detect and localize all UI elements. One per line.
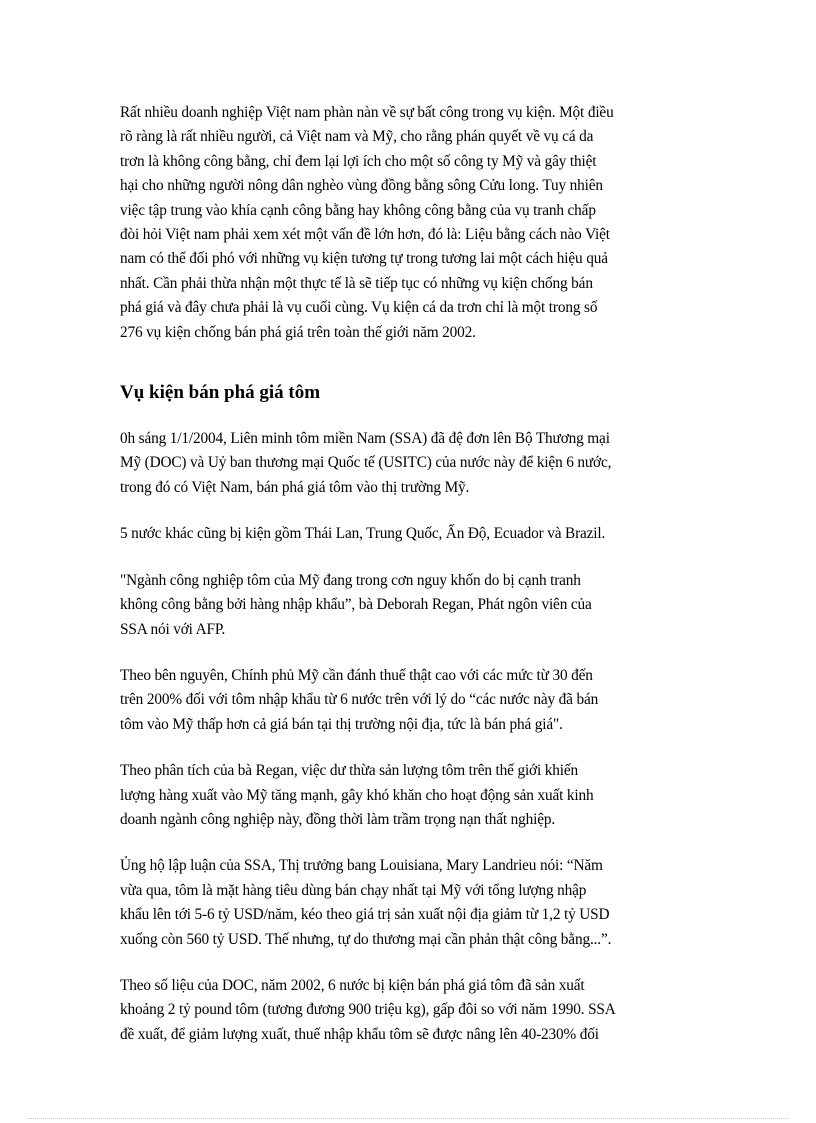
text-line: trơn là không công bằng, chỉ đem lại lợi ích cho một số công ty Mỹ và gây thiệt	[120, 152, 597, 170]
paragraph-countries	[120, 522, 700, 546]
spacer	[120, 642, 700, 664]
text-line: "Ngành công nghiệp tôm của Mỹ đang trong cơn nguy khốn do bị cạnh tranh	[120, 571, 581, 589]
text-line: 5 nước khác cũng bị kiện gồm Thái Lan, Trung Quốc, Ấn Độ, Ecuador và Brazil.	[120, 525, 606, 543]
text-line: doanh ngành công nghiệp này, đồng thời làm trầm trọng nạn thất nghiệp.	[120, 810, 556, 828]
document-body	[120, 101, 700, 1047]
spacer	[120, 345, 700, 381]
spacer	[120, 952, 700, 974]
text-line: Ủng hộ lập luận của SSA, Thị trưởng bang Louisiana, Mary Landrieu nói: “Năm	[120, 857, 603, 875]
text-line: Theo số liệu của DOC, năm 2002, 6 nước bị kiện bán phá giá tôm đã sản xuất	[120, 976, 585, 994]
spacer	[120, 737, 700, 759]
spacer	[120, 832, 700, 854]
text-line: 0h sáng 1/1/2004, Liên minh tôm miền Nam (SSA) đã đệ đơn lên Bộ Thương mại	[120, 430, 610, 448]
text-line: Rất nhiều doanh nghiệp Việt nam phàn nàn về sự bất công trong vụ kiện. Một điều	[120, 104, 614, 121]
paragraph-landrieu	[120, 854, 700, 952]
text-line: khẩu lên tới 5-6 tỷ USD/năm, kéo theo giá trị sản xuất nội địa giảm từ 1,2 tỷ USD	[120, 906, 610, 924]
text-line: tôm vào Mỹ thấp hơn cả giá bán tại thị trường nội địa, tức là bán phá giá".	[120, 715, 563, 733]
text-line: Theo phân tích của bà Regan, việc dư thừa sản lượng tôm trên thế giới khiến	[120, 762, 578, 780]
text-line: 276 vụ kiện chống bán phá giá trên toàn thế giới năm 2002.	[120, 323, 476, 341]
paragraph-doc-statistics	[120, 974, 700, 1047]
text-line: đòi hỏi Việt nam phải xem xét một vấn đề lớn hơn, đó là: Liệu bằng cách nào Việt	[120, 226, 610, 244]
text-line: rõ ràng là rất nhiều người, cả Việt nam và Mỹ, cho rằng phán quyết về vụ cá da	[120, 128, 594, 146]
text-line: lượng hàng xuất vào Mỹ tăng mạnh, gây khó khăn cho hoạt động sản xuất kinh	[120, 786, 594, 804]
paragraph-filing	[120, 427, 700, 500]
text-line: SSA nói với AFP.	[120, 620, 226, 638]
text-line: trong đó có Việt Nam, bán phá giá tôm vào thị trường Mỹ.	[120, 478, 470, 496]
text-line: Mỹ (DOC) và Uỷ ban thương mại Quốc tế (USITC) của nước này để kiện 6 nước,	[120, 454, 612, 472]
paragraph-plaintiff	[120, 664, 700, 737]
intro-paragraph	[120, 101, 700, 345]
text-line: vừa qua, tôm là mặt hàng tiêu dùng bán chạy nhất tại Mỹ với tổng lượng nhập	[120, 881, 587, 899]
text-line: nhất. Cần phải thừa nhận một thực tế là sẽ tiếp tục có những vụ kiện chống bán	[120, 274, 593, 292]
text-line: khoảng 2 tỷ pound tôm (tương đương 900 triệu kg), gấp đôi so với năm 1990. SSA	[120, 1001, 616, 1019]
spacer	[120, 500, 700, 522]
text-line: phá giá và đây chưa phải là vụ cuối cùng. Vụ kiện cá da trơn chỉ là một trong số	[120, 299, 598, 317]
text-line: hại cho những người nông dân nghèo vùng đồng bằng sông Cửu long. Tuy nhiên	[120, 177, 603, 195]
text-line: Theo bên nguyên, Chính phủ Mỹ cần đánh thuế thật cao với các mức từ 30 đến	[120, 666, 593, 684]
paragraph-quote-regan	[120, 569, 700, 642]
text-line: đề xuất, để giảm lượng xuất, thuế nhập khẩu tôm sẽ được nâng lên 40-230% đối	[120, 1025, 599, 1043]
spacer	[120, 405, 700, 427]
section-heading: Vụ kiện bán phá giá tôm	[120, 382, 321, 404]
spacer	[120, 547, 700, 569]
page-bottom-divider	[28, 1118, 788, 1119]
text-line: không công bằng bởi hàng nhập khẩu”, bà Deborah Regan, Phát ngôn viên của	[120, 596, 592, 614]
text-line: xuống còn 560 tỷ USD. Thế nhưng, tự do thương mại cần phản thật công bằng...”.	[120, 930, 612, 948]
text-line: việc tập trung vào khía cạnh công bằng hay không công bằng của vụ tranh chấp	[120, 201, 596, 219]
text-line: trên 200% đối với tôm nhập khẩu từ 6 nước trên với lý do “các nước này đã bán	[120, 691, 599, 709]
text-line: nam có thể đối phó với những vụ kiện tương tự trong tương lai một cách hiệu quả	[120, 250, 608, 268]
paragraph-analysis	[120, 759, 700, 832]
